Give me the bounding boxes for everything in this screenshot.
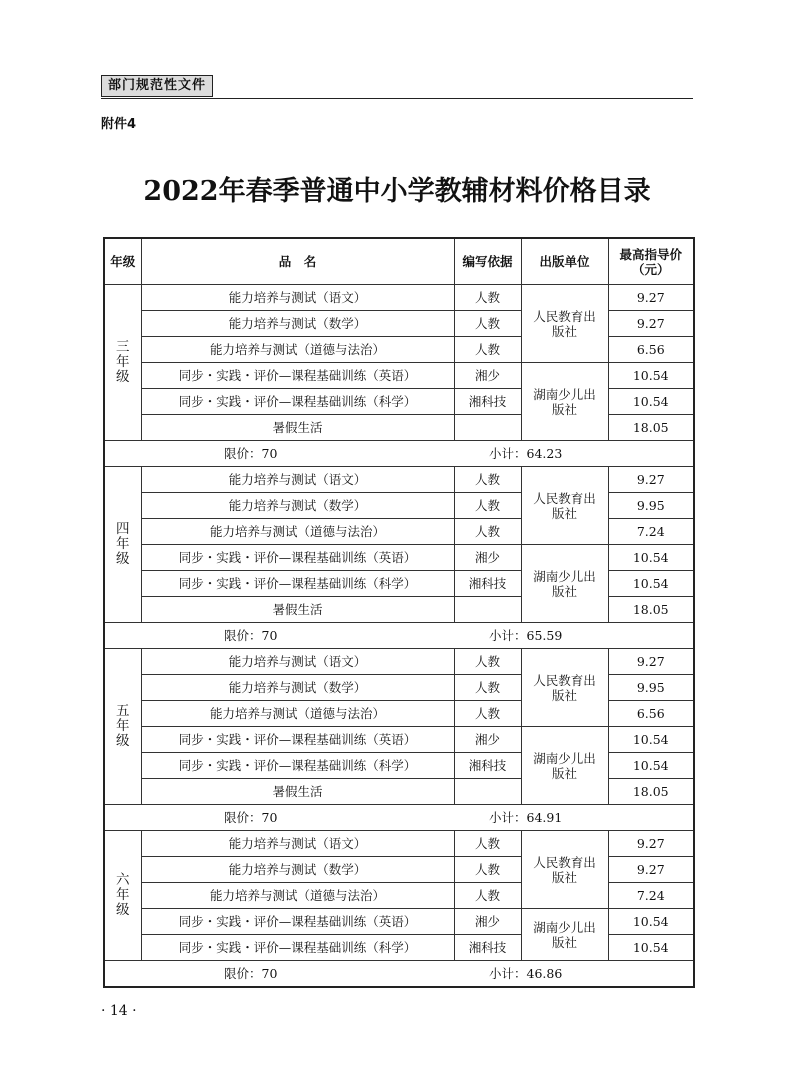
grade-cell <box>104 649 141 805</box>
summary-row <box>104 623 694 649</box>
price-limit: 限价：70 <box>224 810 278 825</box>
column-header-basis: 编写依据 <box>454 238 521 285</box>
item-name-cell: 能力培养与测试（语文） <box>141 467 454 493</box>
price-cell: 9.27 <box>608 311 694 337</box>
grade-cell <box>104 285 141 441</box>
grade-label-char: 级 <box>116 551 130 567</box>
column-header-price: 最高指导价（元） <box>608 238 694 285</box>
item-name-cell: 同步・实践・评价—课程基础训练（科学） <box>141 753 454 779</box>
price-cell: 6.56 <box>608 701 694 727</box>
publisher-cell: 湖南少儿出版社 <box>521 545 608 623</box>
grade-cell <box>104 831 141 961</box>
column-header-name: 品 名 <box>141 238 454 285</box>
basis-cell: 湘少 <box>454 727 521 753</box>
table-row <box>104 467 694 493</box>
grade-label-char: 五 <box>116 703 130 719</box>
subtotal: 小计：46.86 <box>489 966 563 981</box>
publisher-cell: 湖南少儿出版社 <box>521 363 608 441</box>
price-cell: 10.54 <box>608 389 694 415</box>
basis-cell: 湘科技 <box>454 935 521 961</box>
item-name-cell: 能力培养与测试（语文） <box>141 831 454 857</box>
item-name-cell: 同步・实践・评价—课程基础训练（科学） <box>141 571 454 597</box>
item-name-cell: 能力培养与测试（数学） <box>141 311 454 337</box>
table-row <box>104 363 694 389</box>
item-name-cell: 同步・实践・评价—课程基础训练（科学） <box>141 935 454 961</box>
price-cell: 9.95 <box>608 493 694 519</box>
price-cell: 10.54 <box>608 935 694 961</box>
price-cell: 18.05 <box>608 415 694 441</box>
grade-label-char: 三 <box>116 339 130 355</box>
publisher-cell: 湖南少儿出版社 <box>521 727 608 805</box>
column-header-publisher: 出版单位 <box>521 238 608 285</box>
basis-cell: 人教 <box>454 831 521 857</box>
item-name-cell: 能力培养与测试（数学） <box>141 857 454 883</box>
price-cell: 9.27 <box>608 857 694 883</box>
basis-cell: 人教 <box>454 701 521 727</box>
basis-cell: 湘少 <box>454 363 521 389</box>
item-name-cell: 能力培养与测试（语文） <box>141 285 454 311</box>
publisher-cell: 人民教育出版社 <box>521 467 608 545</box>
item-name-cell: 同步・实践・评价—课程基础训练（英语） <box>141 909 454 935</box>
price-cell: 10.54 <box>608 571 694 597</box>
item-name-cell: 能力培养与测试（数学） <box>141 493 454 519</box>
basis-cell: 人教 <box>454 285 521 311</box>
section-tag: 部门规范性文件 <box>101 75 213 97</box>
summary-row <box>104 805 694 831</box>
basis-cell <box>454 415 521 441</box>
column-header-grade: 年级 <box>104 238 141 285</box>
summary-row <box>104 441 694 467</box>
summary-cell <box>104 623 694 649</box>
item-name-cell: 同步・实践・评价—课程基础训练（科学） <box>141 389 454 415</box>
table-row <box>104 831 694 857</box>
publisher-cell: 人民教育出版社 <box>521 285 608 363</box>
basis-cell <box>454 779 521 805</box>
item-name-cell: 能力培养与测试（数学） <box>141 675 454 701</box>
price-cell: 10.54 <box>608 363 694 389</box>
item-name-cell: 同步・实践・评价—课程基础训练（英语） <box>141 727 454 753</box>
price-cell: 6.56 <box>608 337 694 363</box>
publisher-cell: 人民教育出版社 <box>521 831 608 909</box>
price-cell: 18.05 <box>608 779 694 805</box>
basis-cell: 人教 <box>454 493 521 519</box>
price-cell: 7.24 <box>608 519 694 545</box>
document-title: 2022年春季普通中小学教辅材料价格目录 <box>143 176 651 207</box>
table-row <box>104 545 694 571</box>
price-cell: 10.54 <box>608 545 694 571</box>
summary-row <box>104 961 694 988</box>
page-number: · 14 · <box>101 1003 137 1019</box>
table-row <box>104 727 694 753</box>
basis-cell: 人教 <box>454 883 521 909</box>
price-cell: 9.27 <box>608 467 694 493</box>
summary-cell <box>104 805 694 831</box>
summary-cell <box>104 961 694 988</box>
price-limit: 限价：70 <box>224 446 278 461</box>
subtotal: 小计：65.59 <box>489 628 563 643</box>
publisher-cell: 人民教育出版社 <box>521 649 608 727</box>
item-name-cell: 暑假生活 <box>141 415 454 441</box>
price-cell: 9.27 <box>608 649 694 675</box>
header-rule <box>101 98 693 99</box>
grade-label-char: 年 <box>116 718 130 734</box>
publisher-cell: 湖南少儿出版社 <box>521 909 608 961</box>
price-cell: 10.54 <box>608 727 694 753</box>
price-cell: 9.27 <box>608 285 694 311</box>
grade-cell <box>104 467 141 623</box>
price-table <box>103 237 695 988</box>
basis-cell: 湘少 <box>454 545 521 571</box>
grade-label-char: 年 <box>116 354 130 370</box>
item-name-cell: 同步・实践・评价—课程基础训练（英语） <box>141 545 454 571</box>
grade-label-char: 级 <box>116 369 130 385</box>
item-name-cell: 能力培养与测试（道德与法治） <box>141 337 454 363</box>
basis-cell: 人教 <box>454 519 521 545</box>
item-name-cell: 能力培养与测试（道德与法治） <box>141 883 454 909</box>
basis-cell: 人教 <box>454 467 521 493</box>
price-limit: 限价：70 <box>224 628 278 643</box>
table-row <box>104 909 694 935</box>
price-cell: 10.54 <box>608 909 694 935</box>
item-name-cell: 暑假生活 <box>141 779 454 805</box>
price-limit: 限价：70 <box>224 966 278 981</box>
grade-label-char: 六 <box>116 872 130 888</box>
basis-cell: 湘科技 <box>454 389 521 415</box>
price-cell: 10.54 <box>608 753 694 779</box>
basis-cell: 人教 <box>454 337 521 363</box>
summary-cell <box>104 441 694 467</box>
item-name-cell: 暑假生活 <box>141 597 454 623</box>
basis-cell: 人教 <box>454 675 521 701</box>
table-body <box>104 285 694 988</box>
grade-label-char: 四 <box>116 521 130 537</box>
item-name-cell: 能力培养与测试（道德与法治） <box>141 701 454 727</box>
basis-cell <box>454 597 521 623</box>
price-cell: 18.05 <box>608 597 694 623</box>
subtotal: 小计：64.23 <box>489 446 563 461</box>
table-header-row <box>104 238 694 285</box>
grade-label-char: 级 <box>116 902 130 918</box>
item-name-cell: 能力培养与测试（道德与法治） <box>141 519 454 545</box>
basis-cell: 人教 <box>454 857 521 883</box>
basis-cell: 湘少 <box>454 909 521 935</box>
grade-label-char: 年 <box>116 887 130 903</box>
basis-cell: 人教 <box>454 649 521 675</box>
grade-label-char: 级 <box>116 733 130 749</box>
price-cell: 9.95 <box>608 675 694 701</box>
subtotal: 小计：64.91 <box>489 810 563 825</box>
table-row <box>104 285 694 311</box>
price-cell: 7.24 <box>608 883 694 909</box>
item-name-cell: 能力培养与测试（语文） <box>141 649 454 675</box>
basis-cell: 湘科技 <box>454 753 521 779</box>
item-name-cell: 同步・实践・评价—课程基础训练（英语） <box>141 363 454 389</box>
grade-label-char: 年 <box>116 536 130 552</box>
attachment-label: 附件4 <box>101 117 137 132</box>
basis-cell: 湘科技 <box>454 571 521 597</box>
price-cell: 9.27 <box>608 831 694 857</box>
basis-cell: 人教 <box>454 311 521 337</box>
table-row <box>104 649 694 675</box>
